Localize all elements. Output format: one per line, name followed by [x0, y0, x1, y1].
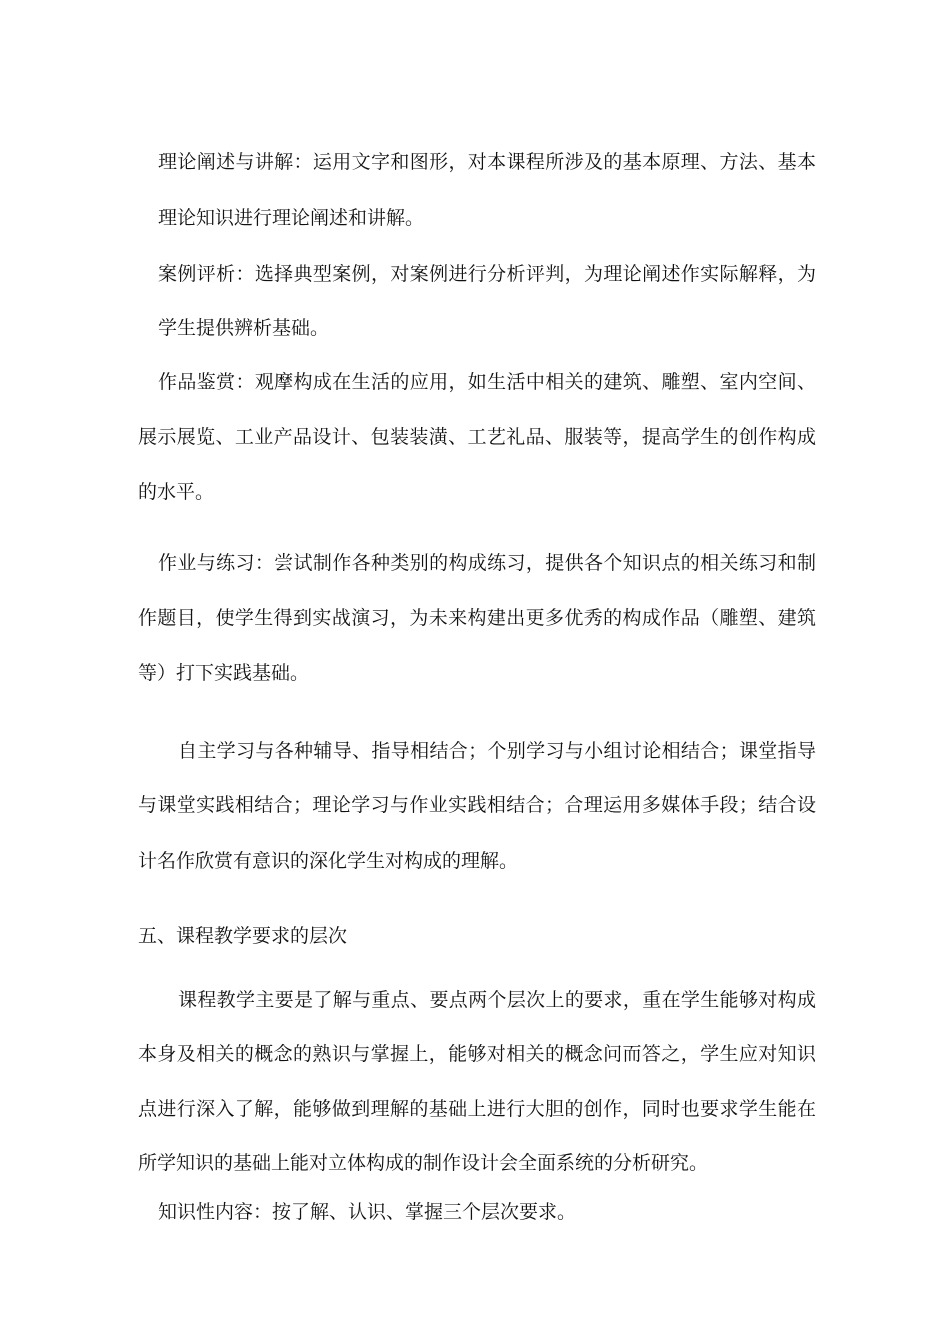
text-line: 作品鉴赏：观摩构成在生活的应用，如生活中相关的建筑、雕塑、室内空间、: [158, 371, 816, 393]
text-line: 本身及相关的概念的熟识与掌握上，能够对相关的概念问而答之，学生应对知识: [138, 1043, 816, 1065]
text-line: 知识性内容：按了解、认识、掌握三个层次要求。: [158, 1201, 577, 1223]
text-line: 展示展览、工业产品设计、包装装潢、工艺礼品、服装等，提高学生的创作构成: [138, 426, 816, 448]
text-line: 理论阐述与讲解：运用文字和图形，对本课程所涉及的基本原理、方法、基本: [158, 151, 816, 173]
text-line: 理论知识进行理论阐述和讲解。: [158, 207, 425, 229]
section-heading: 五、课程教学要求的层次: [138, 925, 348, 947]
text-line: 学生提供辨析基础。: [158, 317, 330, 339]
text-line: 课程教学主要是了解与重点、要点两个层次上的要求，重在学生能够对构成: [178, 989, 816, 1011]
text-line: 计名作欣赏有意识的深化学生对构成的理解。: [138, 850, 519, 872]
text-line: 点进行深入了解，能够做到理解的基础上进行大胆的创作，同时也要求学生能在: [138, 1098, 816, 1120]
text-line: 与课堂实践相结合；理论学习与作业实践相结合；合理运用多媒体手段；结合设: [138, 794, 816, 816]
text-line: 案例评析：选择典型案例，对案例进行分析评判，为理论阐述作实际解释，为: [158, 263, 816, 285]
text-line: 自主学习与各种辅导、指导相结合；个别学习与小组讨论相结合；课堂指导: [178, 740, 816, 762]
text-line: 作业与练习：尝试制作各种类别的构成练习，提供各个知识点的相关练习和制: [158, 552, 816, 574]
text-line: 的水平。: [138, 481, 215, 503]
text-line: 作题目，使学生得到实战演习，为未来构建出更多优秀的构成作品（雕塑、建筑: [138, 607, 816, 629]
text-line: 所学知识的基础上能对立体构成的制作设计会全面系统的分析研究。: [138, 1152, 709, 1174]
text-line: 等）打下实践基础。: [138, 662, 310, 684]
